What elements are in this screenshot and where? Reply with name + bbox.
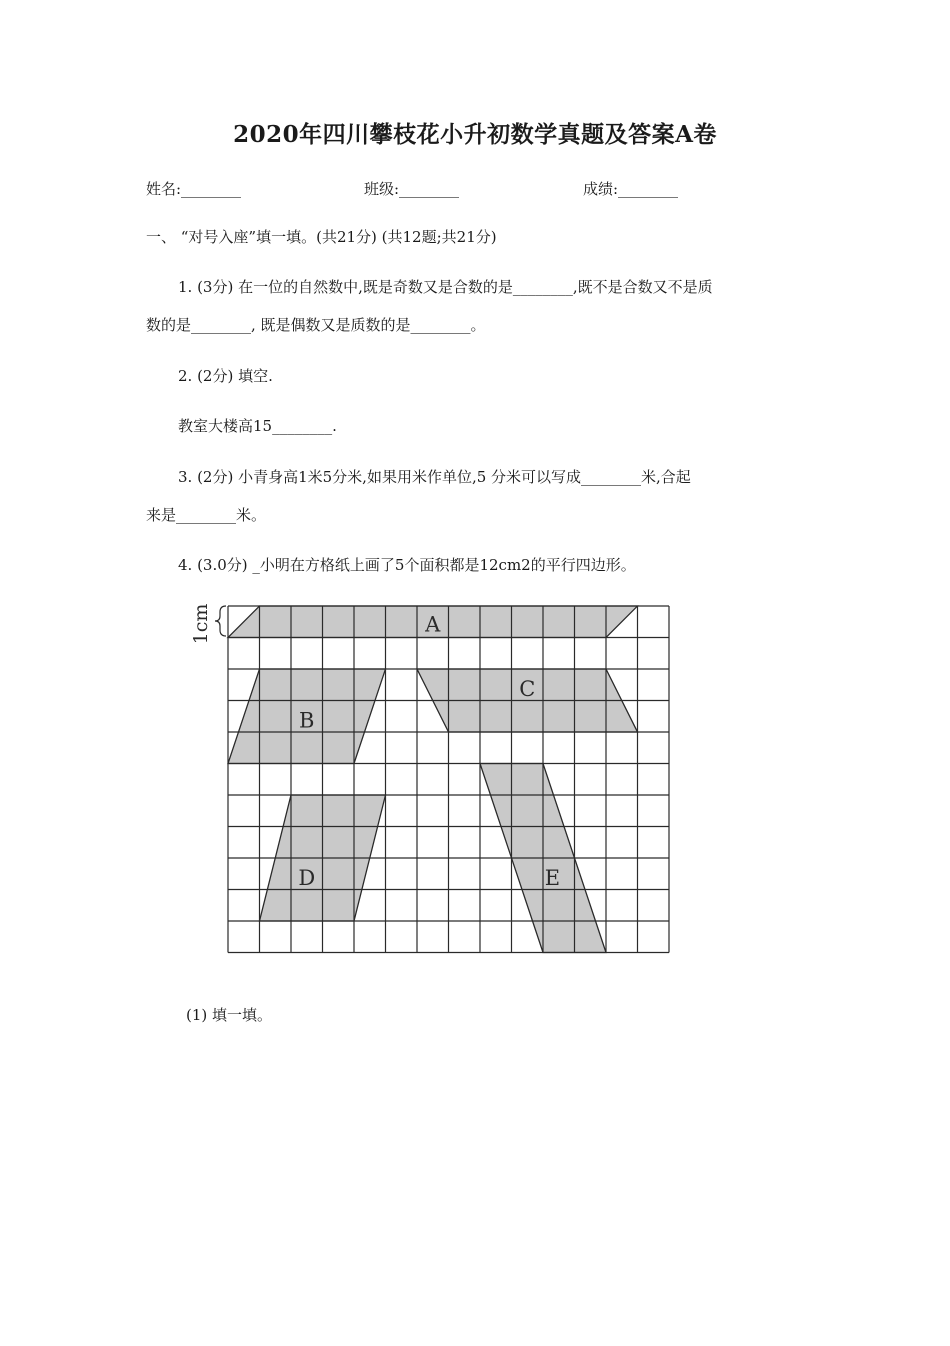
shape-label-d: D — [298, 865, 316, 890]
shape-label-b: B — [299, 708, 315, 733]
unit-brace — [215, 606, 226, 636]
unit-label: 1cm — [190, 603, 212, 645]
question-4-line-1: 4. (3.0分) _小明在方格纸上画了5个面积都是12cm2的平行四边形。 — [178, 556, 636, 574]
grid-svg — [188, 600, 672, 960]
question-2-line-2: 教室大楼高15________. — [178, 417, 337, 435]
question-3-line-2: 来是________米。 — [146, 506, 267, 524]
shape-label-e: E — [544, 865, 561, 890]
shapes-layer — [228, 606, 638, 953]
shape-label-c: C — [519, 676, 536, 701]
name-field[interactable]: 姓名:________ — [146, 180, 242, 198]
page-title: 2020年四川攀枝花小升初数学真题及答案A卷 — [233, 121, 717, 148]
section-heading: 一、 “对号入座”填一填。(共21分) (共12题;共21分) — [146, 228, 497, 246]
question-3-line-1: 3. (2分) 小青身高1米5分米,如果用米作单位,5 分米可以写成________米,合起 — [178, 468, 691, 486]
question-2-line-1: 2. (2分) 填空. — [178, 367, 273, 385]
score-field[interactable]: 成绩:________ — [583, 180, 679, 198]
question-1-line-2: 数的是________, 既是偶数又是质数的是________。 — [146, 316, 486, 334]
question-1-line-1: 1. (3分) 在一位的自然数中,既是奇数又是合数的是________,既不是合数又不是质 — [178, 278, 713, 296]
question-4-sub-1: (1) 填一填。 — [186, 1006, 273, 1024]
class-field[interactable]: 班级:________ — [364, 180, 460, 198]
parallelogram-figure — [188, 600, 672, 960]
shape-label-a: A — [425, 612, 441, 637]
